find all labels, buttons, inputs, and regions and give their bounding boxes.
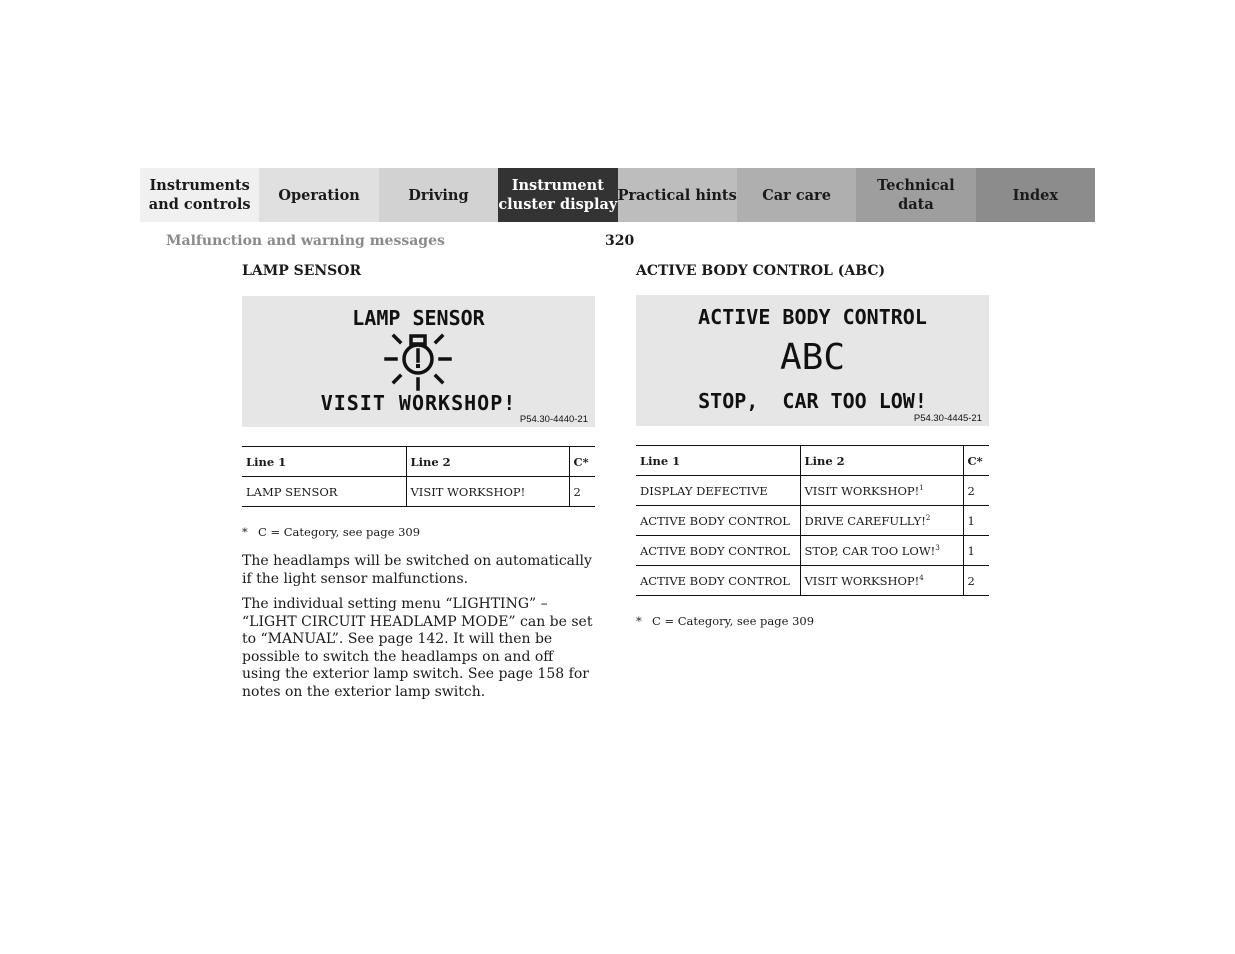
tab-label: cluster display (498, 196, 618, 213)
abc-message-table (636, 445, 989, 596)
footnote-ref: 3 (935, 543, 940, 552)
cell-line1: ACTIVE BODY CONTROL (636, 506, 800, 536)
footnote-ref: 4 (919, 573, 924, 582)
display-line-2: STOP, CAR TOO LOW! (698, 389, 927, 413)
tab-instrument-cluster-display[interactable] (498, 168, 617, 222)
figure-id: P54.30-4445-21 (913, 413, 982, 424)
lamp-warning-icon (383, 331, 453, 393)
section-title: Malfunction and warning messages (166, 233, 445, 249)
cell-line2: VISIT WORKSHOP! (406, 477, 569, 507)
tab-practical-hints[interactable] (618, 168, 737, 222)
cell-text: DRIVE CAREFULLY! (804, 513, 926, 528)
tab-label: Practical hints (617, 186, 737, 204)
tab-technical-data[interactable] (856, 168, 975, 222)
cell-line2 (800, 566, 963, 596)
column-header: Line 2 (800, 446, 963, 476)
body-paragraph: The headlamps will be switched on automatically if the light sensor malfunctions. (242, 553, 592, 587)
footnote-text: C = Category, see page 309 (258, 525, 421, 539)
lamp-sensor-message-table (242, 446, 595, 507)
lamp-sensor-display (242, 296, 595, 427)
display-line-1: LAMP SENSOR (352, 306, 485, 330)
column-header: Line 2 (406, 447, 569, 477)
footnote-marker: * (242, 525, 248, 539)
table-row (636, 536, 989, 566)
cell-line2 (800, 506, 963, 536)
column-header: C* (569, 447, 595, 477)
cell-line1: LAMP SENSOR (242, 477, 406, 507)
abc-display (636, 295, 989, 426)
tab-driving[interactable] (379, 168, 498, 222)
category-footnote (636, 614, 989, 628)
table-row (636, 476, 989, 506)
tab-operation[interactable] (259, 168, 378, 222)
cell-line1: ACTIVE BODY CONTROL (636, 566, 800, 596)
table-row (636, 566, 989, 596)
category-footnote (242, 525, 595, 539)
cell-text: VISIT WORKSHOP! (804, 573, 920, 588)
column-header: Line 1 (242, 447, 406, 477)
cell-text: STOP, CAR TOO LOW! (804, 543, 936, 558)
abc-section (636, 263, 989, 628)
column-header: C* (963, 446, 989, 476)
cell-category: 2 (963, 566, 989, 596)
table-row (242, 477, 595, 507)
footnote-ref: 2 (925, 513, 931, 522)
lamp-sensor-section (242, 263, 595, 701)
tab-label: Index (1012, 186, 1058, 204)
table-row (636, 506, 989, 536)
footnote-marker: * (636, 614, 642, 628)
tab-label: Instruments (149, 177, 250, 194)
tab-label: Technical (877, 177, 955, 194)
cell-line1: ACTIVE BODY CONTROL (636, 536, 800, 566)
tab-label: and controls (148, 196, 251, 213)
cell-category: 2 (569, 477, 595, 507)
cell-category: 1 (963, 506, 989, 536)
tab-label: Operation (278, 186, 360, 204)
cell-text: VISIT WORKSHOP! (804, 483, 920, 498)
footnote-ref: 1 (919, 483, 924, 492)
display-line-1: ACTIVE BODY CONTROL (698, 305, 927, 329)
cell-category: 2 (963, 476, 989, 506)
figure-id: P54.30-4440-21 (519, 414, 588, 425)
abc-heading: ACTIVE BODY CONTROL (ABC) (636, 263, 886, 279)
lamp-sensor-heading: LAMP SENSOR (242, 263, 362, 279)
page-number: 320 (605, 233, 635, 249)
cell-line2 (800, 476, 963, 506)
tab-label: Instrument (511, 177, 604, 194)
tab-label: Car care (762, 186, 831, 204)
tab-index[interactable] (976, 168, 1095, 222)
display-line-2: VISIT WORKSHOP! (320, 391, 517, 415)
table-header-row (242, 447, 595, 477)
display-big-text: ABC (779, 337, 846, 378)
cell-line1: DISPLAY DEFECTIVE (636, 476, 800, 506)
tab-label: data (898, 196, 934, 213)
body-paragraph: The individual setting menu “LIGHTING” – “LIGHT CIRCUIT HEADLAMP MODE” can be set to “MANUAL”. See page 142. It will then be possible to switch the headlamps on and off using the exterior lamp switch. See page 158 for notes on the exterior lamp switch. (242, 596, 593, 700)
column-header: Line 1 (636, 446, 800, 476)
footnote-text: C = Category, see page 309 (652, 614, 815, 628)
tab-label: Driving (408, 186, 469, 204)
chapter-tabs (140, 168, 1095, 222)
table-header-row (636, 446, 989, 476)
cell-line2 (800, 536, 963, 566)
tab-car-care[interactable] (737, 168, 856, 222)
cell-category: 1 (963, 536, 989, 566)
tab-instruments-and-controls[interactable] (140, 168, 259, 222)
